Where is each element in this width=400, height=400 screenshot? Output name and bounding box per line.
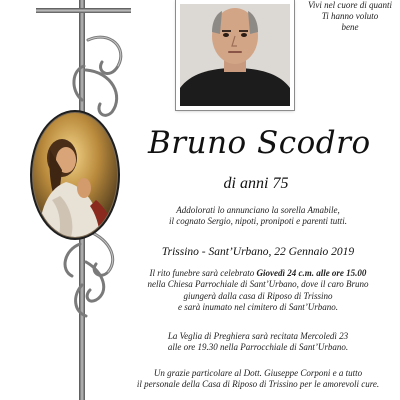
praying-christ-medallion xyxy=(30,110,120,240)
vigil-line-1: La Veglia di Preghiera sarà recitata Mercoledì 23 xyxy=(167,331,349,341)
quote-line: Ti hanno voluto xyxy=(321,11,379,21)
family-announcement xyxy=(138,205,378,227)
funeral-intro: Il rito funebre sarà celebrato xyxy=(149,268,257,278)
vigil-details xyxy=(138,331,378,354)
thanks-line-1: Un grazie particolare al Dott. Giuseppe Corponi e a tutto xyxy=(153,368,363,378)
deceased-name: Bruno Scodro xyxy=(148,125,371,161)
funeral-line-3: giungerà dalla casa di Riposo di Trissino xyxy=(183,290,333,301)
vigil-line-2: alle ore 19.30 nella Parrocchiale di Sant’Urbano. xyxy=(167,342,349,353)
place-and-date: Trissino - Sant’Urbano, 22 Gennaio 2019 xyxy=(161,246,355,258)
cross-ornament-decoration xyxy=(0,0,150,400)
announcement-line: Addolorati lo annunciano la sorella Amabile, xyxy=(176,205,340,215)
funeral-time: Giovedì 24 c.m. alle ore 15.00 xyxy=(256,268,367,278)
funeral-details xyxy=(134,268,382,314)
thanks-note xyxy=(134,368,382,391)
quote-line: Vivi nel cuore di quanti xyxy=(308,0,392,10)
memorial-quote xyxy=(304,0,396,33)
portrait-photo xyxy=(176,0,294,110)
thanks-line-2: il personale della Casa di Riposo di Trissino per le amorevoli cure. xyxy=(136,379,380,390)
funeral-line-2: nella Chiesa Parrochiale di Sant’Urbano, dove il caro Bruno xyxy=(147,279,369,290)
portrait-image xyxy=(180,4,290,106)
quote-line: bene xyxy=(341,22,359,32)
funeral-line-1 xyxy=(134,268,382,279)
deceased-age: di anni 75 xyxy=(223,175,289,192)
funeral-line-4: e sarà inumato nel cimitero di Sant’Urbano. xyxy=(178,302,338,313)
announcement-line: il cognato Sergio, nipoti, pronipoti e parenti tutti. xyxy=(169,216,347,226)
